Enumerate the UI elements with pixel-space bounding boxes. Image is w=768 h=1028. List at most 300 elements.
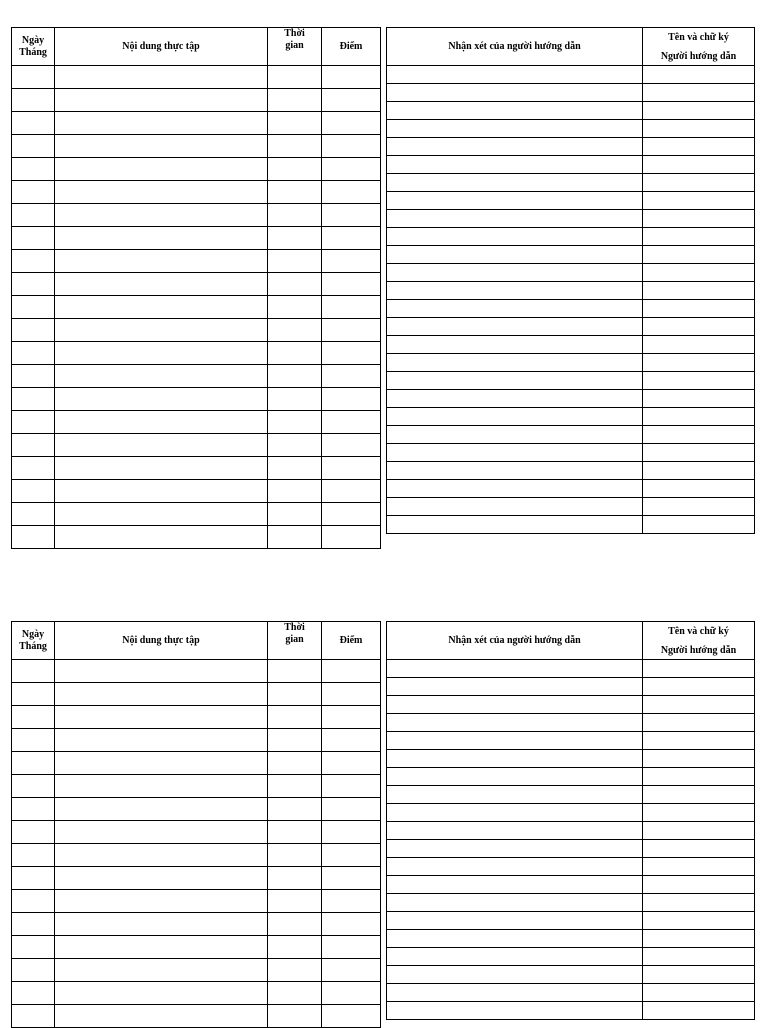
- comment-cell: [387, 750, 643, 768]
- signature-cell: [643, 984, 755, 1002]
- time-cell: [268, 158, 322, 181]
- time-cell: [268, 752, 322, 775]
- content-cell: [55, 112, 268, 135]
- score-cell: [322, 936, 381, 959]
- score-cell: [322, 913, 381, 936]
- comment-cell: [387, 678, 643, 696]
- comment-cell: [387, 480, 643, 498]
- comment-cell: [387, 138, 643, 156]
- score-cell: [322, 867, 381, 890]
- blank-row: [387, 516, 755, 534]
- content-cell: [55, 660, 268, 683]
- content-cell: [55, 706, 268, 729]
- blank-row: [12, 936, 381, 959]
- score-cell: [322, 365, 381, 388]
- comment-cell: [387, 714, 643, 732]
- blank-row: [387, 840, 755, 858]
- blank-row: [387, 894, 755, 912]
- time-header-line1: Thời: [284, 622, 305, 633]
- left-rows-2: [12, 660, 381, 1028]
- signature-cell: [643, 480, 755, 498]
- comment-cell: [387, 840, 643, 858]
- score-cell: [322, 1005, 381, 1028]
- score-cell: [322, 503, 381, 526]
- date-cell: [12, 982, 55, 1005]
- blank-row: [12, 982, 381, 1005]
- date-cell: [12, 890, 55, 913]
- signature-cell: [643, 930, 755, 948]
- time-header: [268, 622, 322, 660]
- blank-row: [387, 948, 755, 966]
- comment-cell: [387, 984, 643, 1002]
- signature-header-line2: Người hướng dẫn: [660, 644, 737, 656]
- time-cell: [268, 434, 322, 457]
- comment-cell: [387, 822, 643, 840]
- signature-cell: [643, 336, 755, 354]
- comment-cell: [387, 768, 643, 786]
- signature-cell: [643, 768, 755, 786]
- blank-row: [387, 768, 755, 786]
- blank-row: [387, 138, 755, 156]
- blank-row: [12, 342, 381, 365]
- score-cell: [322, 434, 381, 457]
- blank-row: [12, 798, 381, 821]
- comment-cell: [387, 660, 643, 678]
- comment-cell: [387, 66, 643, 84]
- score-cell: [322, 706, 381, 729]
- blank-row: [387, 318, 755, 336]
- blank-row: [387, 480, 755, 498]
- blank-row: [387, 858, 755, 876]
- score-cell: [322, 775, 381, 798]
- content-cell: [55, 982, 268, 1005]
- date-header-line2: Tháng: [19, 46, 47, 58]
- supervisor-comment-table: [386, 27, 755, 534]
- time-cell: [268, 319, 322, 342]
- date-cell: [12, 683, 55, 706]
- comment-cell: [387, 354, 643, 372]
- blank-row: [12, 89, 381, 112]
- time-cell: [268, 890, 322, 913]
- comment-cell: [387, 462, 643, 480]
- comment-cell: [387, 228, 643, 246]
- right-rows-1: [387, 66, 755, 534]
- score-cell: [322, 890, 381, 913]
- time-cell: [268, 913, 322, 936]
- blank-row: [387, 462, 755, 480]
- content-cell: [55, 1005, 268, 1028]
- blank-row: [12, 729, 381, 752]
- date-cell: [12, 158, 55, 181]
- content-cell: [55, 798, 268, 821]
- blank-row: [12, 844, 381, 867]
- blank-row: [387, 210, 755, 228]
- blank-row: [12, 660, 381, 683]
- date-cell: [12, 112, 55, 135]
- date-cell: [12, 959, 55, 982]
- score-cell: [322, 273, 381, 296]
- score-cell: [322, 319, 381, 342]
- time-cell: [268, 388, 322, 411]
- blank-row: [387, 372, 755, 390]
- signature-cell: [643, 444, 755, 462]
- time-cell: [268, 227, 322, 250]
- time-header: [268, 28, 322, 66]
- score-cell: [322, 227, 381, 250]
- blank-row: [387, 264, 755, 282]
- time-cell: [268, 503, 322, 526]
- score-cell: [322, 683, 381, 706]
- date-cell: [12, 798, 55, 821]
- time-cell: [268, 729, 322, 752]
- score-cell: [322, 457, 381, 480]
- comment-cell: [387, 210, 643, 228]
- blank-row: [12, 181, 381, 204]
- internship-log-table: [11, 27, 381, 549]
- comment-cell: [387, 102, 643, 120]
- blank-row: [387, 498, 755, 516]
- signature-cell: [643, 84, 755, 102]
- date-cell: [12, 135, 55, 158]
- blank-row: [12, 913, 381, 936]
- blank-row: [387, 84, 755, 102]
- signature-cell: [643, 858, 755, 876]
- time-cell: [268, 296, 322, 319]
- content-cell: [55, 204, 268, 227]
- score-cell: [322, 480, 381, 503]
- content-cell: [55, 729, 268, 752]
- comment-cell: [387, 876, 643, 894]
- score-cell: [322, 982, 381, 1005]
- score-cell: [322, 250, 381, 273]
- date-cell: [12, 342, 55, 365]
- signature-cell: [643, 714, 755, 732]
- content-cell: [55, 296, 268, 319]
- blank-row: [387, 156, 755, 174]
- content-cell: [55, 775, 268, 798]
- comment-cell: [387, 174, 643, 192]
- blank-row: [387, 984, 755, 1002]
- comment-cell: [387, 246, 643, 264]
- signature-cell: [643, 138, 755, 156]
- time-cell: [268, 959, 322, 982]
- score-cell: [322, 660, 381, 683]
- blank-row: [12, 1005, 381, 1028]
- blank-row: [12, 112, 381, 135]
- time-cell: [268, 112, 322, 135]
- score-cell: [322, 388, 381, 411]
- time-cell: [268, 250, 322, 273]
- blank-row: [387, 876, 755, 894]
- date-cell: [12, 936, 55, 959]
- signature-cell: [643, 228, 755, 246]
- header-row: [387, 28, 755, 66]
- date-cell: [12, 775, 55, 798]
- date-header-line2: Tháng: [19, 640, 47, 652]
- date-header-line1: Ngày: [21, 628, 45, 640]
- blank-row: [387, 444, 755, 462]
- signature-cell: [643, 462, 755, 480]
- date-cell: [12, 319, 55, 342]
- date-month-header: [12, 28, 55, 66]
- blank-row: [387, 660, 755, 678]
- left-rows-1: [12, 66, 381, 549]
- blank-row: [12, 775, 381, 798]
- signature-cell: [643, 282, 755, 300]
- signature-cell: [643, 300, 755, 318]
- date-cell: [12, 89, 55, 112]
- blank-row: [12, 706, 381, 729]
- blank-row: [387, 786, 755, 804]
- blank-row: [387, 120, 755, 138]
- header-row: [12, 622, 381, 660]
- comment-cell: [387, 966, 643, 984]
- blank-row: [12, 457, 381, 480]
- date-cell: [12, 480, 55, 503]
- time-cell: [268, 706, 322, 729]
- blank-row: [387, 732, 755, 750]
- signature-cell: [643, 192, 755, 210]
- time-cell: [268, 821, 322, 844]
- date-cell: [12, 660, 55, 683]
- date-cell: [12, 388, 55, 411]
- blank-row: [387, 102, 755, 120]
- blank-row: [12, 365, 381, 388]
- blank-row: [387, 804, 755, 822]
- comment-cell: [387, 390, 643, 408]
- comment-cell: [387, 786, 643, 804]
- signature-header-line1: Tên và chữ ký: [668, 625, 729, 637]
- signature-cell: [643, 66, 755, 84]
- content-cell: [55, 890, 268, 913]
- content-cell: [55, 683, 268, 706]
- content-header: Nội dung thực tập: [55, 622, 268, 660]
- content-cell: [55, 434, 268, 457]
- date-cell: [12, 227, 55, 250]
- date-cell: [12, 296, 55, 319]
- score-cell: [322, 729, 381, 752]
- content-cell: [55, 250, 268, 273]
- content-cell: [55, 273, 268, 296]
- comment-cell: [387, 408, 643, 426]
- time-cell: [268, 342, 322, 365]
- score-cell: [322, 342, 381, 365]
- blank-row: [387, 228, 755, 246]
- score-cell: [322, 296, 381, 319]
- date-cell: [12, 752, 55, 775]
- blank-row: [387, 966, 755, 984]
- blank-row: [387, 822, 755, 840]
- blank-row: [387, 696, 755, 714]
- comment-cell: [387, 318, 643, 336]
- date-cell: [12, 365, 55, 388]
- blank-row: [387, 912, 755, 930]
- supervisor-comment-table: [386, 621, 755, 1020]
- internship-log-table: [11, 621, 381, 1028]
- right-rows-2: [387, 660, 755, 1020]
- content-cell: [55, 158, 268, 181]
- comment-cell: [387, 1002, 643, 1020]
- signature-cell: [643, 822, 755, 840]
- blank-row: [12, 752, 381, 775]
- comment-cell: [387, 948, 643, 966]
- signature-cell: [643, 840, 755, 858]
- blank-row: [12, 250, 381, 273]
- date-cell: [12, 706, 55, 729]
- signature-header: [643, 622, 755, 660]
- signature-cell: [643, 750, 755, 768]
- comment-cell: [387, 498, 643, 516]
- signature-cell: [643, 1002, 755, 1020]
- blank-row: [387, 390, 755, 408]
- content-cell: [55, 135, 268, 158]
- score-cell: [322, 844, 381, 867]
- date-cell: [12, 526, 55, 549]
- header-row: [12, 28, 381, 66]
- date-cell: [12, 273, 55, 296]
- signature-cell: [643, 894, 755, 912]
- content-cell: [55, 457, 268, 480]
- time-cell: [268, 775, 322, 798]
- comment-cell: [387, 84, 643, 102]
- signature-cell: [643, 408, 755, 426]
- comment-cell: [387, 264, 643, 282]
- blank-row: [387, 282, 755, 300]
- content-cell: [55, 867, 268, 890]
- signature-cell: [643, 426, 755, 444]
- score-header: Điểm: [322, 28, 381, 66]
- signature-cell: [643, 174, 755, 192]
- content-cell: [55, 342, 268, 365]
- blank-row: [387, 1002, 755, 1020]
- score-cell: [322, 89, 381, 112]
- comment-cell: [387, 516, 643, 534]
- signature-cell: [643, 876, 755, 894]
- date-cell: [12, 434, 55, 457]
- content-cell: [55, 411, 268, 434]
- blank-row: [12, 135, 381, 158]
- date-cell: [12, 411, 55, 434]
- date-month-header: [12, 622, 55, 660]
- time-cell: [268, 683, 322, 706]
- content-cell: [55, 319, 268, 342]
- blank-row: [12, 503, 381, 526]
- content-cell: [55, 365, 268, 388]
- score-cell: [322, 204, 381, 227]
- blank-row: [387, 174, 755, 192]
- signature-cell: [643, 318, 755, 336]
- date-cell: [12, 503, 55, 526]
- time-header-line2: gian: [285, 40, 304, 51]
- score-cell: [322, 112, 381, 135]
- comment-cell: [387, 804, 643, 822]
- time-cell: [268, 457, 322, 480]
- comment-cell: [387, 282, 643, 300]
- time-cell: [268, 181, 322, 204]
- date-cell: [12, 457, 55, 480]
- date-cell: [12, 250, 55, 273]
- time-cell: [268, 135, 322, 158]
- date-cell: [12, 204, 55, 227]
- signature-cell: [643, 246, 755, 264]
- date-cell: [12, 821, 55, 844]
- blank-row: [12, 296, 381, 319]
- comment-cell: [387, 336, 643, 354]
- signature-cell: [643, 390, 755, 408]
- score-header: Điểm: [322, 622, 381, 660]
- content-cell: [55, 821, 268, 844]
- date-cell: [12, 867, 55, 890]
- content-cell: [55, 89, 268, 112]
- comment-cell: [387, 300, 643, 318]
- signature-cell: [643, 264, 755, 282]
- signature-cell: [643, 948, 755, 966]
- time-cell: [268, 982, 322, 1005]
- time-cell: [268, 936, 322, 959]
- content-cell: [55, 66, 268, 89]
- blank-row: [387, 678, 755, 696]
- comment-cell: [387, 858, 643, 876]
- signature-cell: [643, 732, 755, 750]
- blank-row: [12, 959, 381, 982]
- blank-row: [12, 890, 381, 913]
- signature-header-line1: Tên và chữ ký: [668, 31, 729, 43]
- time-cell: [268, 365, 322, 388]
- blank-row: [387, 354, 755, 372]
- signature-cell: [643, 498, 755, 516]
- time-cell: [268, 1005, 322, 1028]
- blank-row: [12, 411, 381, 434]
- content-header: Nội dung thực tập: [55, 28, 268, 66]
- blank-row: [387, 192, 755, 210]
- content-cell: [55, 936, 268, 959]
- blank-row: [387, 66, 755, 84]
- blank-row: [387, 336, 755, 354]
- signature-cell: [643, 804, 755, 822]
- blank-row: [12, 273, 381, 296]
- date-cell: [12, 66, 55, 89]
- blank-row: [12, 204, 381, 227]
- blank-row: [387, 750, 755, 768]
- date-cell: [12, 1005, 55, 1028]
- signature-cell: [643, 696, 755, 714]
- score-cell: [322, 821, 381, 844]
- content-cell: [55, 959, 268, 982]
- time-cell: [268, 660, 322, 683]
- comment-cell: [387, 444, 643, 462]
- content-cell: [55, 526, 268, 549]
- date-cell: [12, 181, 55, 204]
- content-cell: [55, 388, 268, 411]
- score-cell: [322, 526, 381, 549]
- blank-row: [12, 158, 381, 181]
- time-header-line1: Thời: [284, 28, 305, 39]
- signature-cell: [643, 516, 755, 534]
- header-row: [387, 622, 755, 660]
- date-cell: [12, 729, 55, 752]
- signature-cell: [643, 120, 755, 138]
- score-cell: [322, 798, 381, 821]
- time-cell: [268, 480, 322, 503]
- score-cell: [322, 752, 381, 775]
- signature-cell: [643, 354, 755, 372]
- signature-cell: [643, 210, 755, 228]
- time-cell: [268, 867, 322, 890]
- time-cell: [268, 204, 322, 227]
- signature-cell: [643, 678, 755, 696]
- signature-cell: [643, 660, 755, 678]
- blank-row: [12, 480, 381, 503]
